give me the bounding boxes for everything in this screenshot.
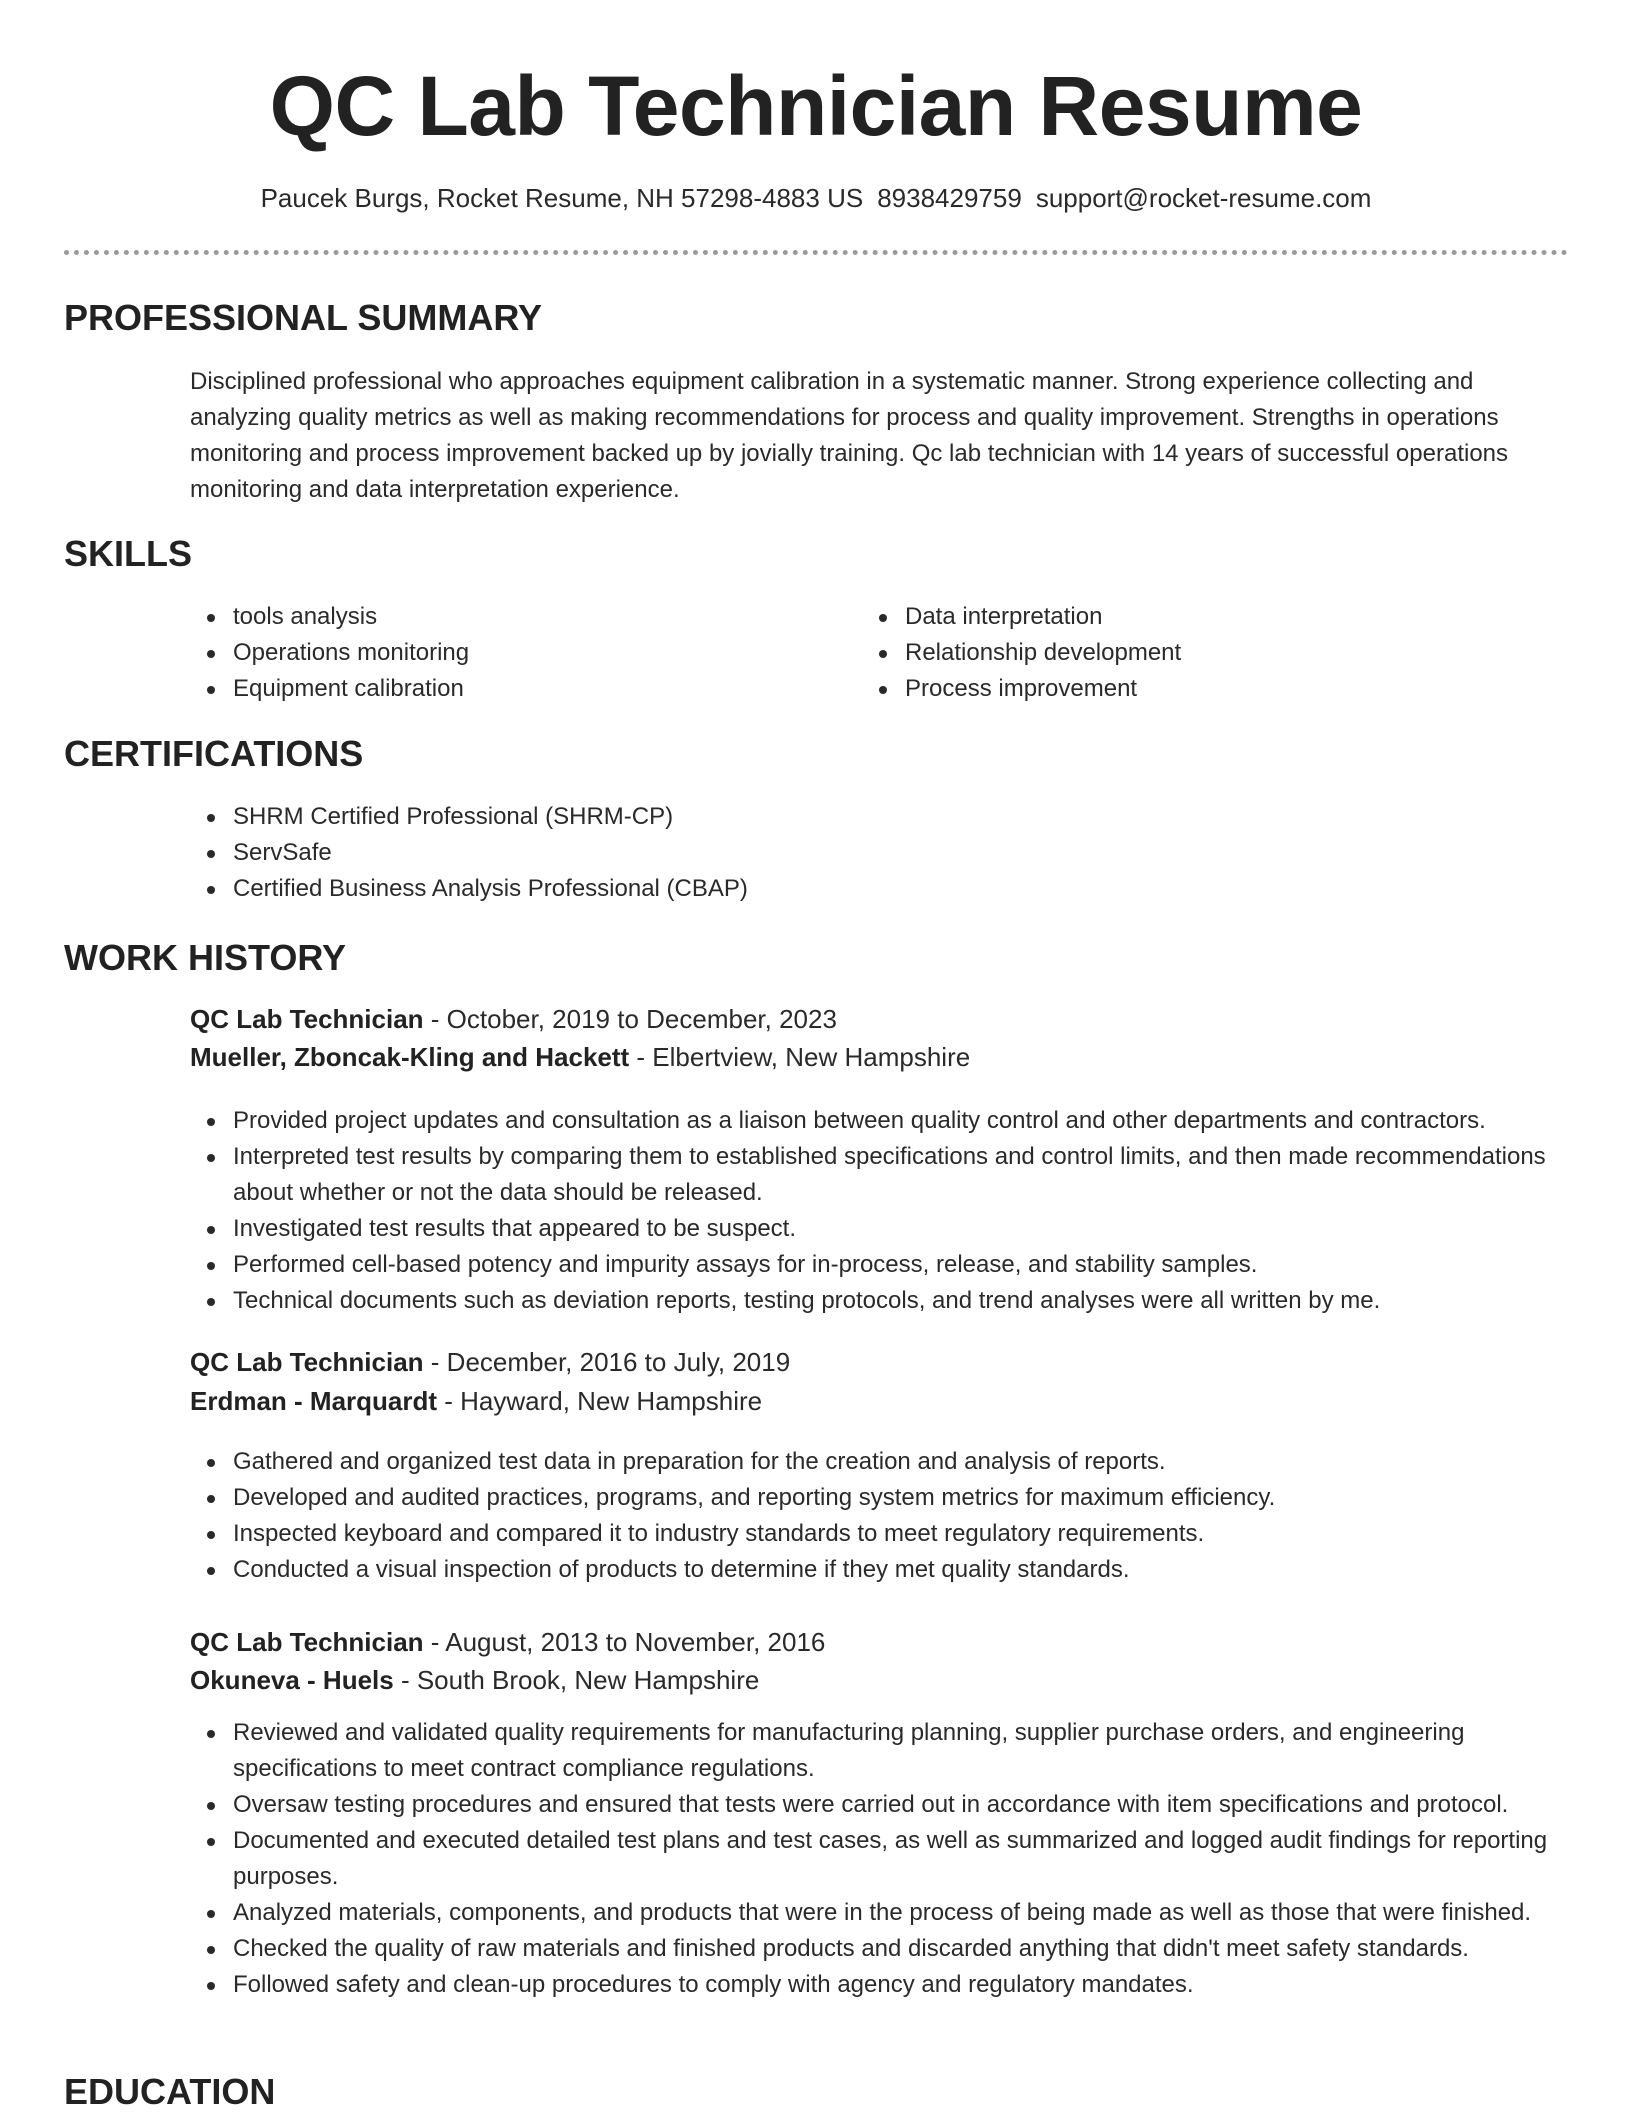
skill-item: Relationship development — [862, 635, 1562, 671]
section-title-certifications: CERTIFICATIONS — [64, 733, 364, 774]
job-bullet: Conducted a visual inspection of products to determine if they met quality standards. — [190, 1552, 1570, 1588]
job-company-line — [190, 1382, 1570, 1420]
job-dates: - December, 2016 to July, 2019 — [423, 1347, 791, 1377]
job-title-line — [190, 1343, 1570, 1381]
job-dates: - October, 2019 to December, 2023 — [423, 1004, 837, 1034]
section-title-skills: SKILLS — [64, 533, 193, 574]
certification-item: SHRM Certified Professional (SHRM-CP) — [190, 799, 1570, 835]
job-bullets — [190, 1103, 1570, 1319]
job-company-line — [190, 1661, 1570, 1699]
job-bullet: Interpreted test results by comparing them to established specifications and control limits, and then made recommendations about whether or not the data should be released. — [190, 1139, 1570, 1211]
section-title-work-history: WORK HISTORY — [64, 937, 347, 978]
job-location: - Elbertview, New Hampshire — [629, 1042, 971, 1072]
section-title-summary: PROFESSIONAL SUMMARY — [64, 297, 543, 338]
section-title-education: EDUCATION — [64, 2071, 276, 2112]
summary-text: Disciplined professional who approaches equipment calibration in a systematic manner. Strong experience collecting and analyzing quality metrics as well as making recommendations for process and quality improvement. Strengths in operations monitoring and process improvement backed up by jovially training. Qc lab technician with 14 years of successful operations monitoring and data interpretation experience. — [190, 368, 1509, 503]
certification-item: Certified Business Analysis Professional (CBAP) — [190, 871, 1570, 907]
certifications-list — [190, 799, 1570, 907]
job-bullet: Analyzed materials, components, and products that were in the process of being made as well as those that were finished. — [190, 1895, 1570, 1931]
job-bullet: Reviewed and validated quality requirements for manufacturing planning, supplier purchase orders, and engineering specifications to meet contract compliance regulations. — [190, 1715, 1570, 1787]
contact-line — [0, 180, 1632, 216]
skill-item: Operations monitoring — [190, 635, 850, 671]
job-bullet: Documented and executed detailed test plans and test cases, as well as summarized and logged audit findings for reporting purposes. — [190, 1823, 1570, 1895]
resume-title: QC Lab Technician Resume — [269, 59, 1363, 153]
job-role: QC Lab Technician — [190, 1347, 424, 1377]
job-dates: - August, 2013 to November, 2016 — [423, 1627, 826, 1657]
job-bullet: Checked the quality of raw materials and finished products and discarded anything that didn't meet safety standards. — [190, 1931, 1570, 1967]
skill-item: Equipment calibration — [190, 671, 850, 707]
job-bullet: Technical documents such as deviation reports, testing protocols, and trend analyses were all written by me. — [190, 1283, 1570, 1319]
job-role: QC Lab Technician — [190, 1627, 424, 1657]
skill-item: Data interpretation — [862, 599, 1562, 635]
job-title-line — [190, 1000, 1570, 1038]
job-title-line — [190, 1623, 1570, 1661]
job-location: - Hayward, New Hampshire — [437, 1386, 763, 1416]
job-bullet: Followed safety and clean-up procedures to comply with agency and regulatory mandates. — [190, 1967, 1570, 2003]
job-bullet: Inspected keyboard and compared it to industry standards to meet regulatory requirements. — [190, 1516, 1570, 1552]
job-company: Erdman - Marquardt — [190, 1386, 438, 1416]
job-role: QC Lab Technician — [190, 1004, 424, 1034]
job-company: Mueller, Zboncak-Kling and Hackett — [190, 1042, 630, 1072]
job-company: Okuneva - Huels — [190, 1665, 394, 1695]
job-bullet: Provided project updates and consultation as a liaison between quality control and other departments and contractors. — [190, 1103, 1570, 1139]
skills-list-left — [190, 599, 850, 707]
skills-list-right — [862, 599, 1562, 707]
header-divider — [64, 250, 1568, 255]
job-location: - South Brook, New Hampshire — [393, 1665, 760, 1695]
job-bullet: Developed and audited practices, programs, and reporting system metrics for maximum efficiency. — [190, 1480, 1570, 1516]
certification-item: ServSafe — [190, 835, 1570, 871]
contact-phone: 8938429759 — [877, 183, 1022, 213]
skill-item: tools analysis — [190, 599, 850, 635]
job-bullets — [190, 1715, 1570, 2003]
job-bullets — [190, 1444, 1570, 1588]
skill-item: Process improvement — [862, 671, 1562, 707]
job-bullet: Investigated test results that appeared to be suspect. — [190, 1211, 1570, 1247]
contact-email: support@rocket-resume.com — [1035, 183, 1372, 213]
job-company-line — [190, 1038, 1570, 1076]
job-bullet: Oversaw testing procedures and ensured that tests were carried out in accordance with item specifications and protocol. — [190, 1787, 1570, 1823]
job-bullet: Gathered and organized test data in preparation for the creation and analysis of reports. — [190, 1444, 1570, 1480]
job-bullet: Performed cell-based potency and impurity assays for in-process, release, and stability samples. — [190, 1247, 1570, 1283]
contact-address: Paucek Burgs, Rocket Resume, NH 57298-4883 US — [260, 183, 864, 213]
